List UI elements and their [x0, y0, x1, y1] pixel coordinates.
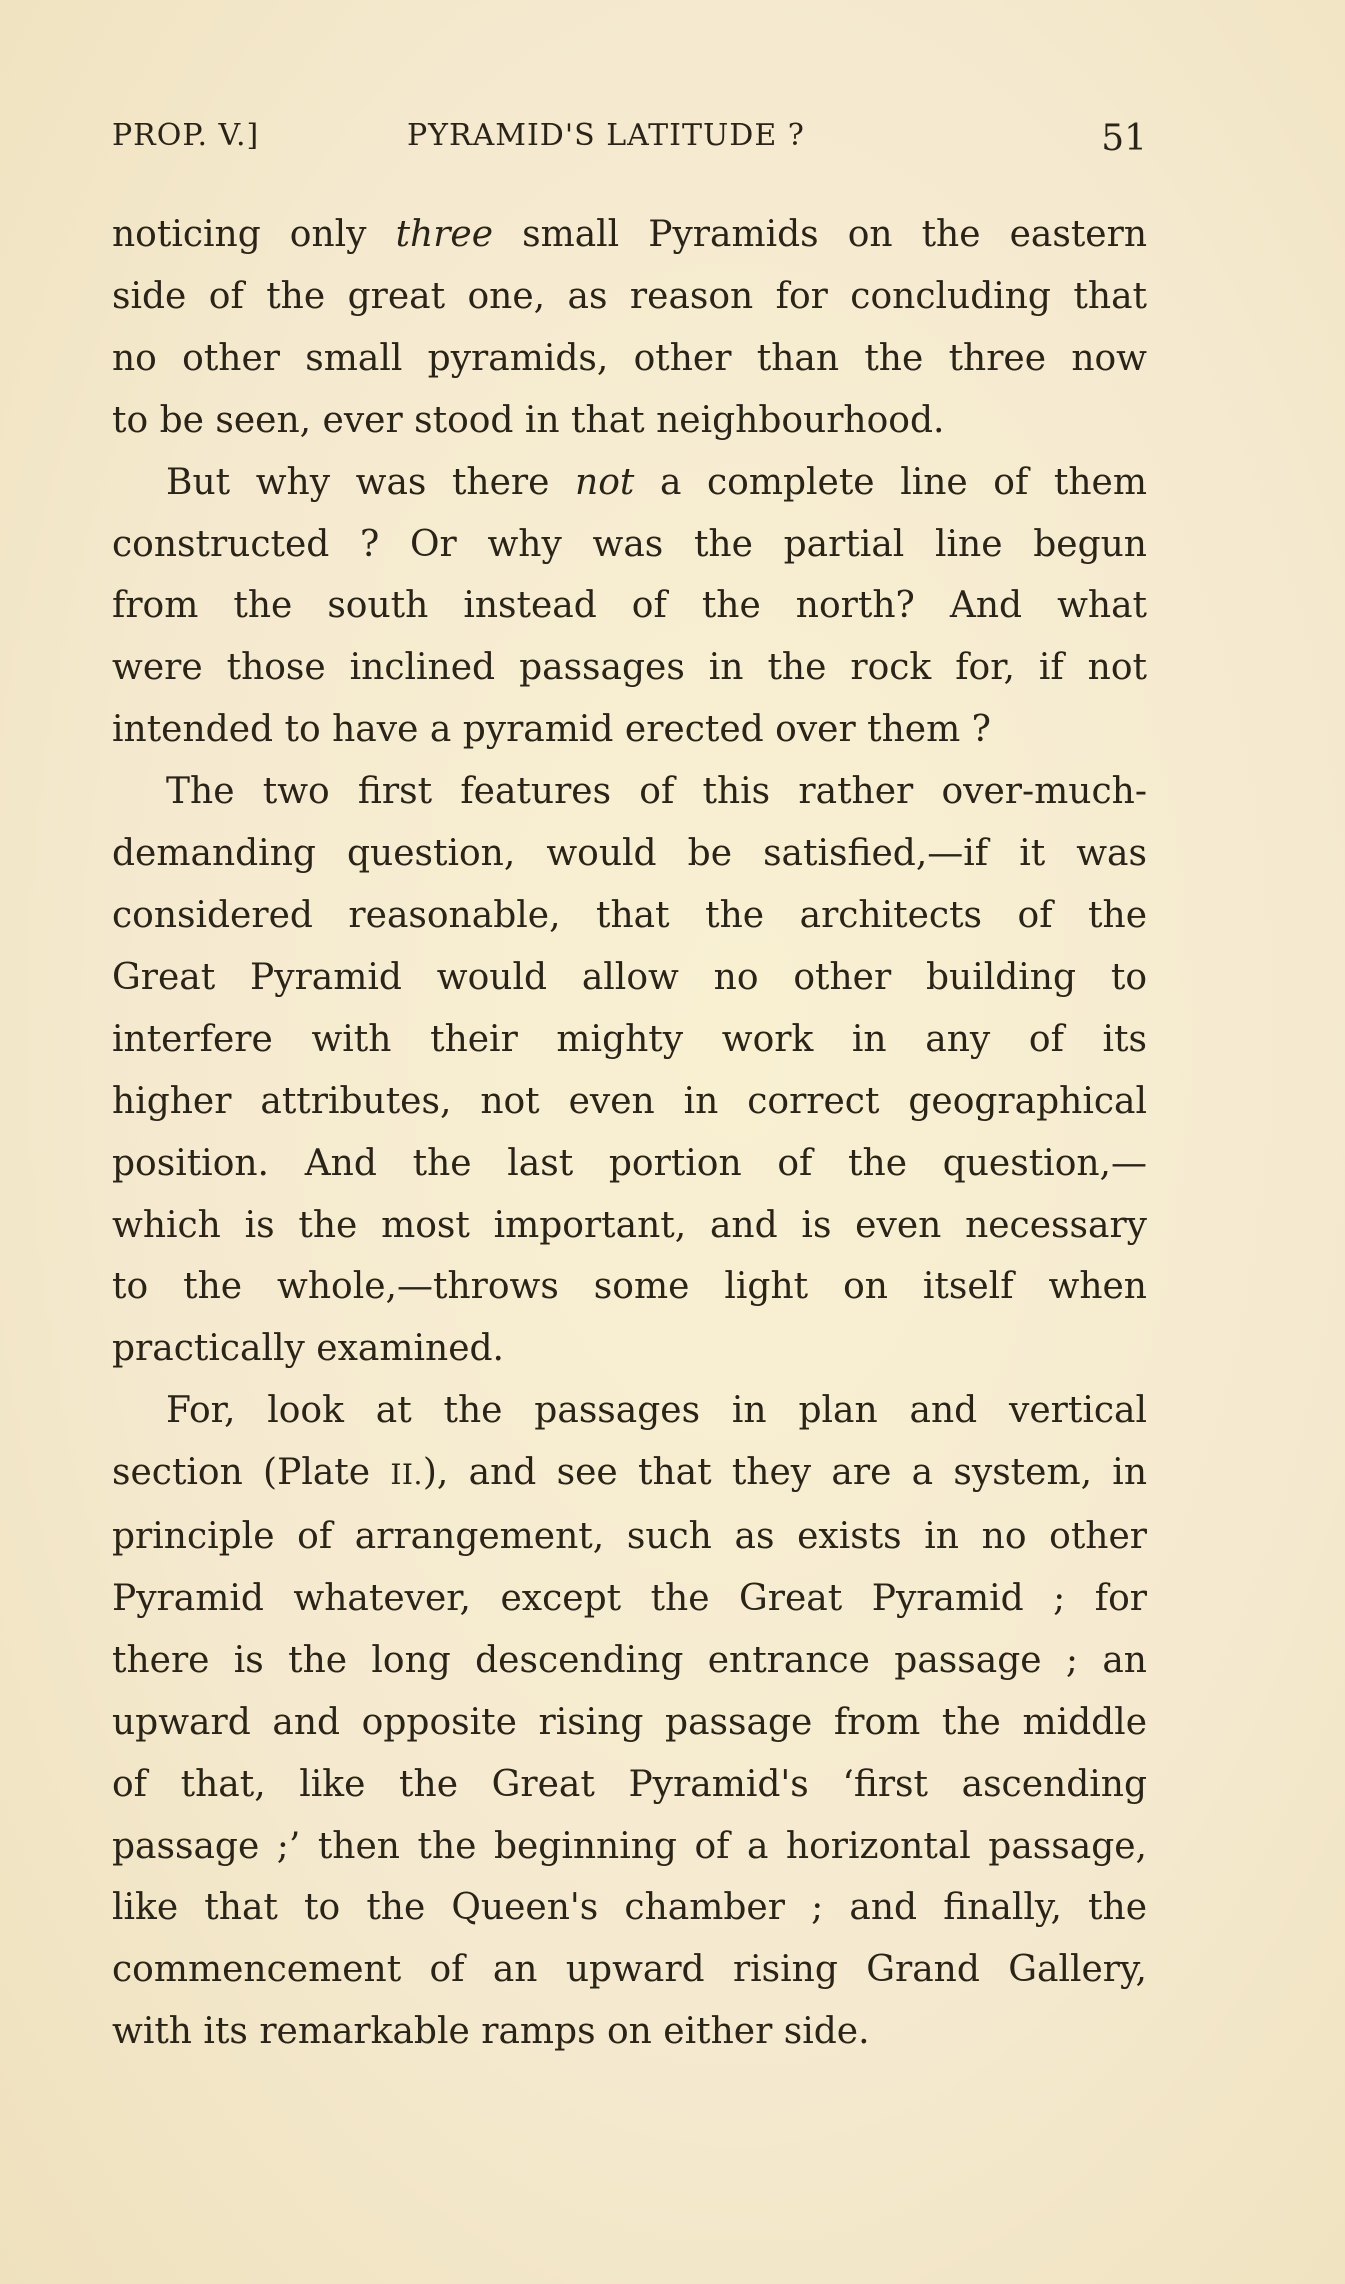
text-line: Great Pyramid would allow no other building to [112, 956, 1147, 998]
text-line: constructed ? Or why was the partial line begun [112, 523, 1147, 565]
text-line: demanding question, would be satisfied,—if it was [112, 833, 1147, 875]
text-line: of that, like the Great Pyramid's ‘first ascending [112, 1763, 1147, 1805]
text-line: upward and opposite rising passage from the middle [112, 1701, 1147, 1743]
text-line: For, look at the passages in plan and vertical [166, 1390, 1147, 1432]
page-number: 51 [1101, 118, 1147, 159]
header-section-label: PROP. V.] [112, 118, 260, 153]
text-line: considered reasonable, that the architects of the [112, 894, 1147, 936]
italic-emphasis: three [395, 214, 494, 255]
text-line: commencement of an upward rising Grand Gallery, [112, 1949, 1147, 1991]
text-line: no other small pyramids, other than the three now [112, 337, 1147, 379]
text-line: with its remarkable ramps on either side. [112, 2011, 870, 2053]
paragraph [112, 204, 1147, 452]
text-line: Pyramid whatever, except the Great Pyramid ; for [112, 1577, 1147, 1619]
small-caps-text: II. [390, 1458, 423, 1492]
text-line: which is the most important, and is even necessary [112, 1204, 1147, 1246]
text-line: were those inclined passages in the rock for, if not [112, 647, 1147, 689]
text-line: interfere with their mighty work in any of its [112, 1018, 1147, 1060]
text-line: like that to the Queen's chamber ; and finally, the [112, 1887, 1147, 1929]
paragraph [112, 452, 1147, 762]
running-header [112, 118, 1147, 168]
text-line: there is the long descending entrance passage ; an [112, 1639, 1147, 1681]
text-line: passage ;’ then the beginning of a horizontal passage, [112, 1825, 1147, 1867]
text-line: The two first features of this rather over-much- [166, 771, 1147, 813]
header-running-title: PYRAMID'S LATITUDE ? [407, 118, 805, 153]
italic-emphasis: not [575, 461, 635, 503]
text-line: position. And the last portion of the question,— [112, 1142, 1147, 1184]
body-text [112, 204, 1147, 2063]
paragraph [112, 1380, 1147, 2063]
text-line: practically examined. [112, 1328, 504, 1370]
text-line: to be seen, ever stood in that neighbourhood. [112, 399, 945, 441]
text-line: higher attributes, not even in correct geographical [112, 1080, 1147, 1122]
text-line: from the south instead of the north? And what [112, 585, 1147, 627]
paragraph [112, 761, 1147, 1380]
text-line: noticing only three small Pyramids on the eastern [112, 214, 1148, 255]
text-line: section (Plate II.), and see that they are a system, in [112, 1452, 1148, 1494]
text-line: to the whole,—throws some light on itself when [112, 1266, 1147, 1308]
text-line: intended to have a pyramid erected over them ? [112, 709, 991, 751]
text-line: side of the great one, as reason for concluding that [112, 275, 1147, 317]
text-line: principle of arrangement, such as exists in no other [112, 1516, 1147, 1558]
text-line: But why was there not a complete line of them [166, 461, 1147, 503]
